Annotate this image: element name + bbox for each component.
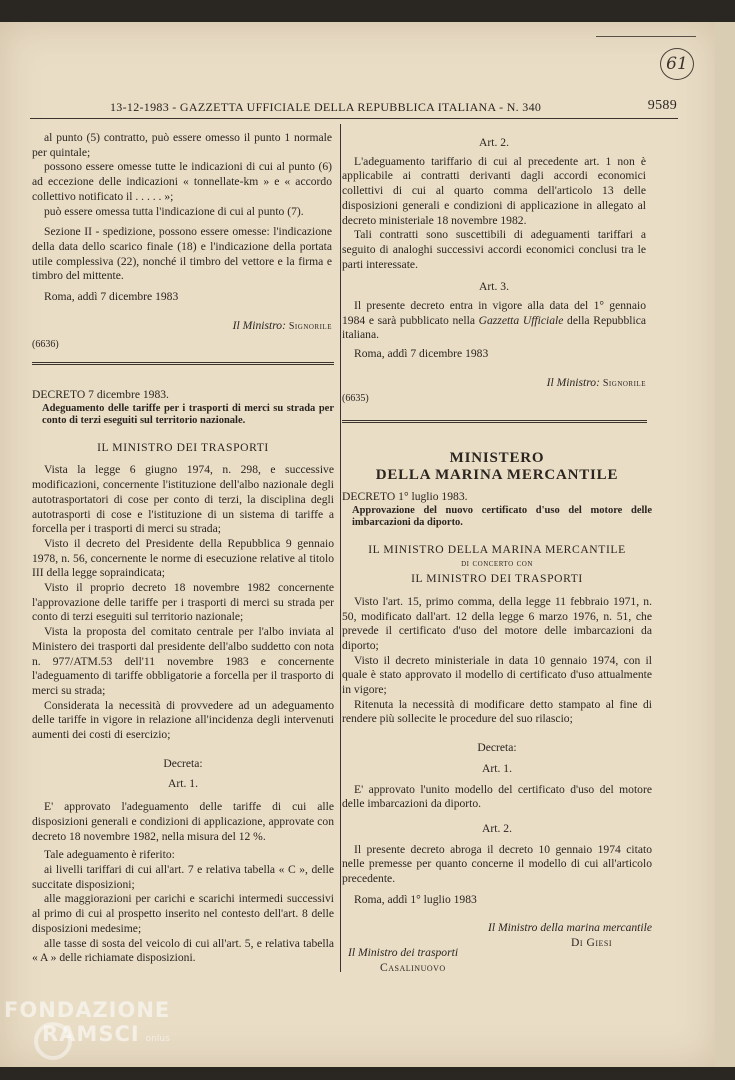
left-decree — [32, 388, 334, 966]
right-top-block — [342, 136, 646, 406]
signing-date: Roma, addì 7 dicembre 1983 — [354, 347, 489, 361]
header-page-number: 9589 — [647, 98, 677, 113]
gazette-name: Gazzetta Ufficiale — [478, 313, 564, 327]
paragraph: alle tasse di sosta del veicolo di cui all'art. 5, e relativa tabella « A » delle richiamate disposizioni. — [32, 936, 334, 965]
article-title: Art. 2. — [482, 821, 512, 835]
paragraph: Vista la legge 6 giugno 1974, n. 298, e successive modificazioni, concernente l'istituzione dell'albo nazionale degli autotrasportatori di cose per conto di terzi, la disciplina degli autotrasporti di cose e l'istituzione di un sistema di tariffe a forcella per i trasporti di merci su strada; — [32, 463, 334, 536]
decree-heading: DECRETO 1° luglio 1983. — [342, 490, 468, 503]
transport-minister-signature — [348, 946, 588, 975]
paragraph: Visto il decreto del Presidente della Repubblica 9 gennaio 1978, n. 56, concernente le norme di esecuzione relative al titolo III della legge sopraindicata; — [32, 536, 334, 580]
decree-code: (6636) — [32, 339, 59, 351]
paragraph: Considerata la necessità di provvedere ad un adeguamento delle tariffe in vigore in relazione all'incidenza degli intervenuti aumenti dei costi di esercizio; — [32, 698, 334, 742]
signature-name: Di Giesi — [571, 936, 612, 950]
decree-code: (6635) — [342, 392, 369, 404]
top-pencil-rule — [596, 36, 696, 37]
article-title: Art. 2. — [479, 136, 509, 149]
watermark-line2: RAMSCI onlus — [42, 1022, 170, 1046]
minister-heading: IL MINISTRO DEI TRASPORTI — [411, 572, 583, 586]
decreta-label: Decreta: — [163, 756, 203, 770]
decree-subject: Approvazione del nuovo certificato d'uso del motore delle imbarcazioni da diporto. — [352, 504, 652, 528]
paragraph: Tali contratti sono suscettibili di adeguamenti tariffari a seguito di analoghi successivi accordi economici conclusi tra le parti interessate. — [342, 228, 646, 271]
paragraph: possono essere omesse tutte le indicazioni di cui al punto (6) ad eccezione delle indicazioni « tonnellate-km » e « accordo collettivo notificato il . . . . . »; — [32, 160, 332, 203]
ministry-title: MINISTERO DELLA MARINA MERCANTILE — [375, 450, 619, 483]
paragraph: alle maggiorazioni per carichi e scarichi intermedi successivi al primo di cui al prospetto inserito nel contesto dell'art. 8 delle disposizioni medesime; — [32, 892, 334, 935]
watermark-line1: FONDAZIONE — [4, 998, 171, 1022]
header-title: 13-12-1983 - GAZZETTA UFFICIALE DELLA REPUBBLICA ITALIANA - N. 340 — [110, 100, 542, 114]
signature-label: Il Ministro della marina mercantile — [487, 921, 652, 935]
signature-name: Signorile — [288, 320, 332, 332]
paragraph: Vista la proposta del comitato centrale per l'albo inviata al Ministero dei trasporti dal presidente dell'albo suddetto con nota n. 977/ATM.53 dell'11 novembre 1983 e concernente l'adeguamento di tariffe obbligatorie a forcella per il trasporto di merci su strada; — [32, 625, 334, 697]
handwritten-page-number: 61 — [660, 48, 694, 80]
article-title: Art. 1. — [168, 777, 198, 791]
signature-label: Il Ministro: — [546, 375, 600, 389]
decree-heading: DECRETO 7 dicembre 1983. — [32, 388, 169, 401]
paragraph: E' approvato l'adeguamento delle tariffe di cui alle disposizioni generali e condizioni di applicazione, approvate con decreto 18 novembre 1982, nella misura del 12 %. — [32, 800, 334, 843]
decreta-label: Decreta: — [477, 741, 517, 755]
decree-subject: Adeguamento delle tariffe per i trasporti di merci su strada per conto di terzi eseguiti sul territorio nazionale. — [42, 402, 334, 426]
right-decree — [342, 450, 652, 951]
minister-heading: IL MINISTRO DEI TRASPORTI — [97, 440, 269, 454]
paragraph: Visto l'art. 15, primo comma, della legge 11 febbraio 1971, n. 50, modificato dall'art. 12 della legge 6 marzo 1976, n. 51, che prevede il certificato d'uso del motore delle imbarcazioni da diporto; — [342, 594, 652, 652]
paragraph: E' approvato l'unito modello del certificato d'uso del motore delle imbarcazioni da diporto. — [342, 782, 652, 811]
column-divider — [340, 124, 341, 972]
paragraph: Il presente decreto entra in vigore alla data del 1° gennaio 1984 e sarà pubblicato nella Gazzetta Ufficiale della Repubblica italiana. — [342, 299, 647, 342]
header-rule — [30, 118, 678, 119]
paragraph: Il presente decreto abroga il decreto 10 gennaio 1974 citato nelle premesse per quanto concerne il modello di cui all'articolo precedente. — [342, 842, 652, 886]
left-top-block — [32, 131, 332, 353]
signing-date: Roma, addì 1° luglio 1983 — [354, 892, 477, 906]
paragraph: Sezione II - spedizione, possono essere omesse: l'indicazione della data dello scarico finale (18) e l'indicazione della portata utile complessiva (22), nonché il timbro del vettore e la firma e timbro del mittente. — [32, 225, 332, 283]
paragraph: Ritenuta la necessità di modificare detto stampato al fine di rendere più sollecite le procedure del suo rilascio; — [342, 697, 652, 726]
paragraph: L'adeguamento tariffario di cui al precedente art. 1 non è applicabile ai contratti derivanti dagli accordi economici collettivi di cui al quarto comma dell'articolo 13 delle disposizioni generali e condizioni di applicazione in allegato al decreto ministeriale 18 novembre 1982. — [342, 154, 646, 227]
article-title: Art. 1. — [482, 761, 512, 775]
paragraph: può essere omessa tutta l'indicazione di cui al punto (7). — [44, 204, 304, 218]
paragraph: Visto il decreto ministeriale in data 10 gennaio 1974, con il quale è stato approvato il modello di certificato d'uso attualmente in vigore; — [342, 653, 652, 697]
signature-label: Il Ministro dei trasporti — [348, 946, 459, 959]
gazette-header — [32, 100, 677, 120]
watermark-onlus: onlus — [145, 1034, 170, 1044]
signature — [342, 376, 646, 392]
watermark-logo-ring — [34, 1022, 72, 1060]
signature-label: Il Ministro: — [232, 318, 286, 332]
page-edge — [715, 22, 735, 1067]
concert-label: di concerto con — [461, 558, 533, 570]
right-separator — [342, 420, 647, 423]
signature — [32, 319, 332, 335]
article-title: Art. 3. — [479, 280, 509, 294]
signature-name: Signorile — [602, 377, 646, 389]
signing-date: Roma, addì 7 dicembre 1983 — [44, 290, 179, 304]
signature-name: Casalinuovo — [380, 960, 446, 974]
paragraph: al punto (5) contratto, può essere omesso il punto 1 normale per quintale; — [32, 131, 332, 159]
minister-heading: IL MINISTRO DELLA MARINA MERCANTILE — [368, 542, 626, 556]
paragraph: Visto il proprio decreto 18 novembre 1982 concernente l'approvazione delle tariffe per i trasporti di merci su strada per conto di terzi eseguiti sul territorio nazionale; — [32, 581, 334, 624]
paragraph: Tale adeguamento è riferito: — [44, 848, 175, 862]
fondazione-gramsci-watermark — [4, 998, 170, 1051]
paragraph: ai livelli tariffari di cui all'art. 7 e relativa tabella « C », delle succitate disposizioni; — [32, 862, 334, 891]
left-separator — [32, 362, 334, 365]
